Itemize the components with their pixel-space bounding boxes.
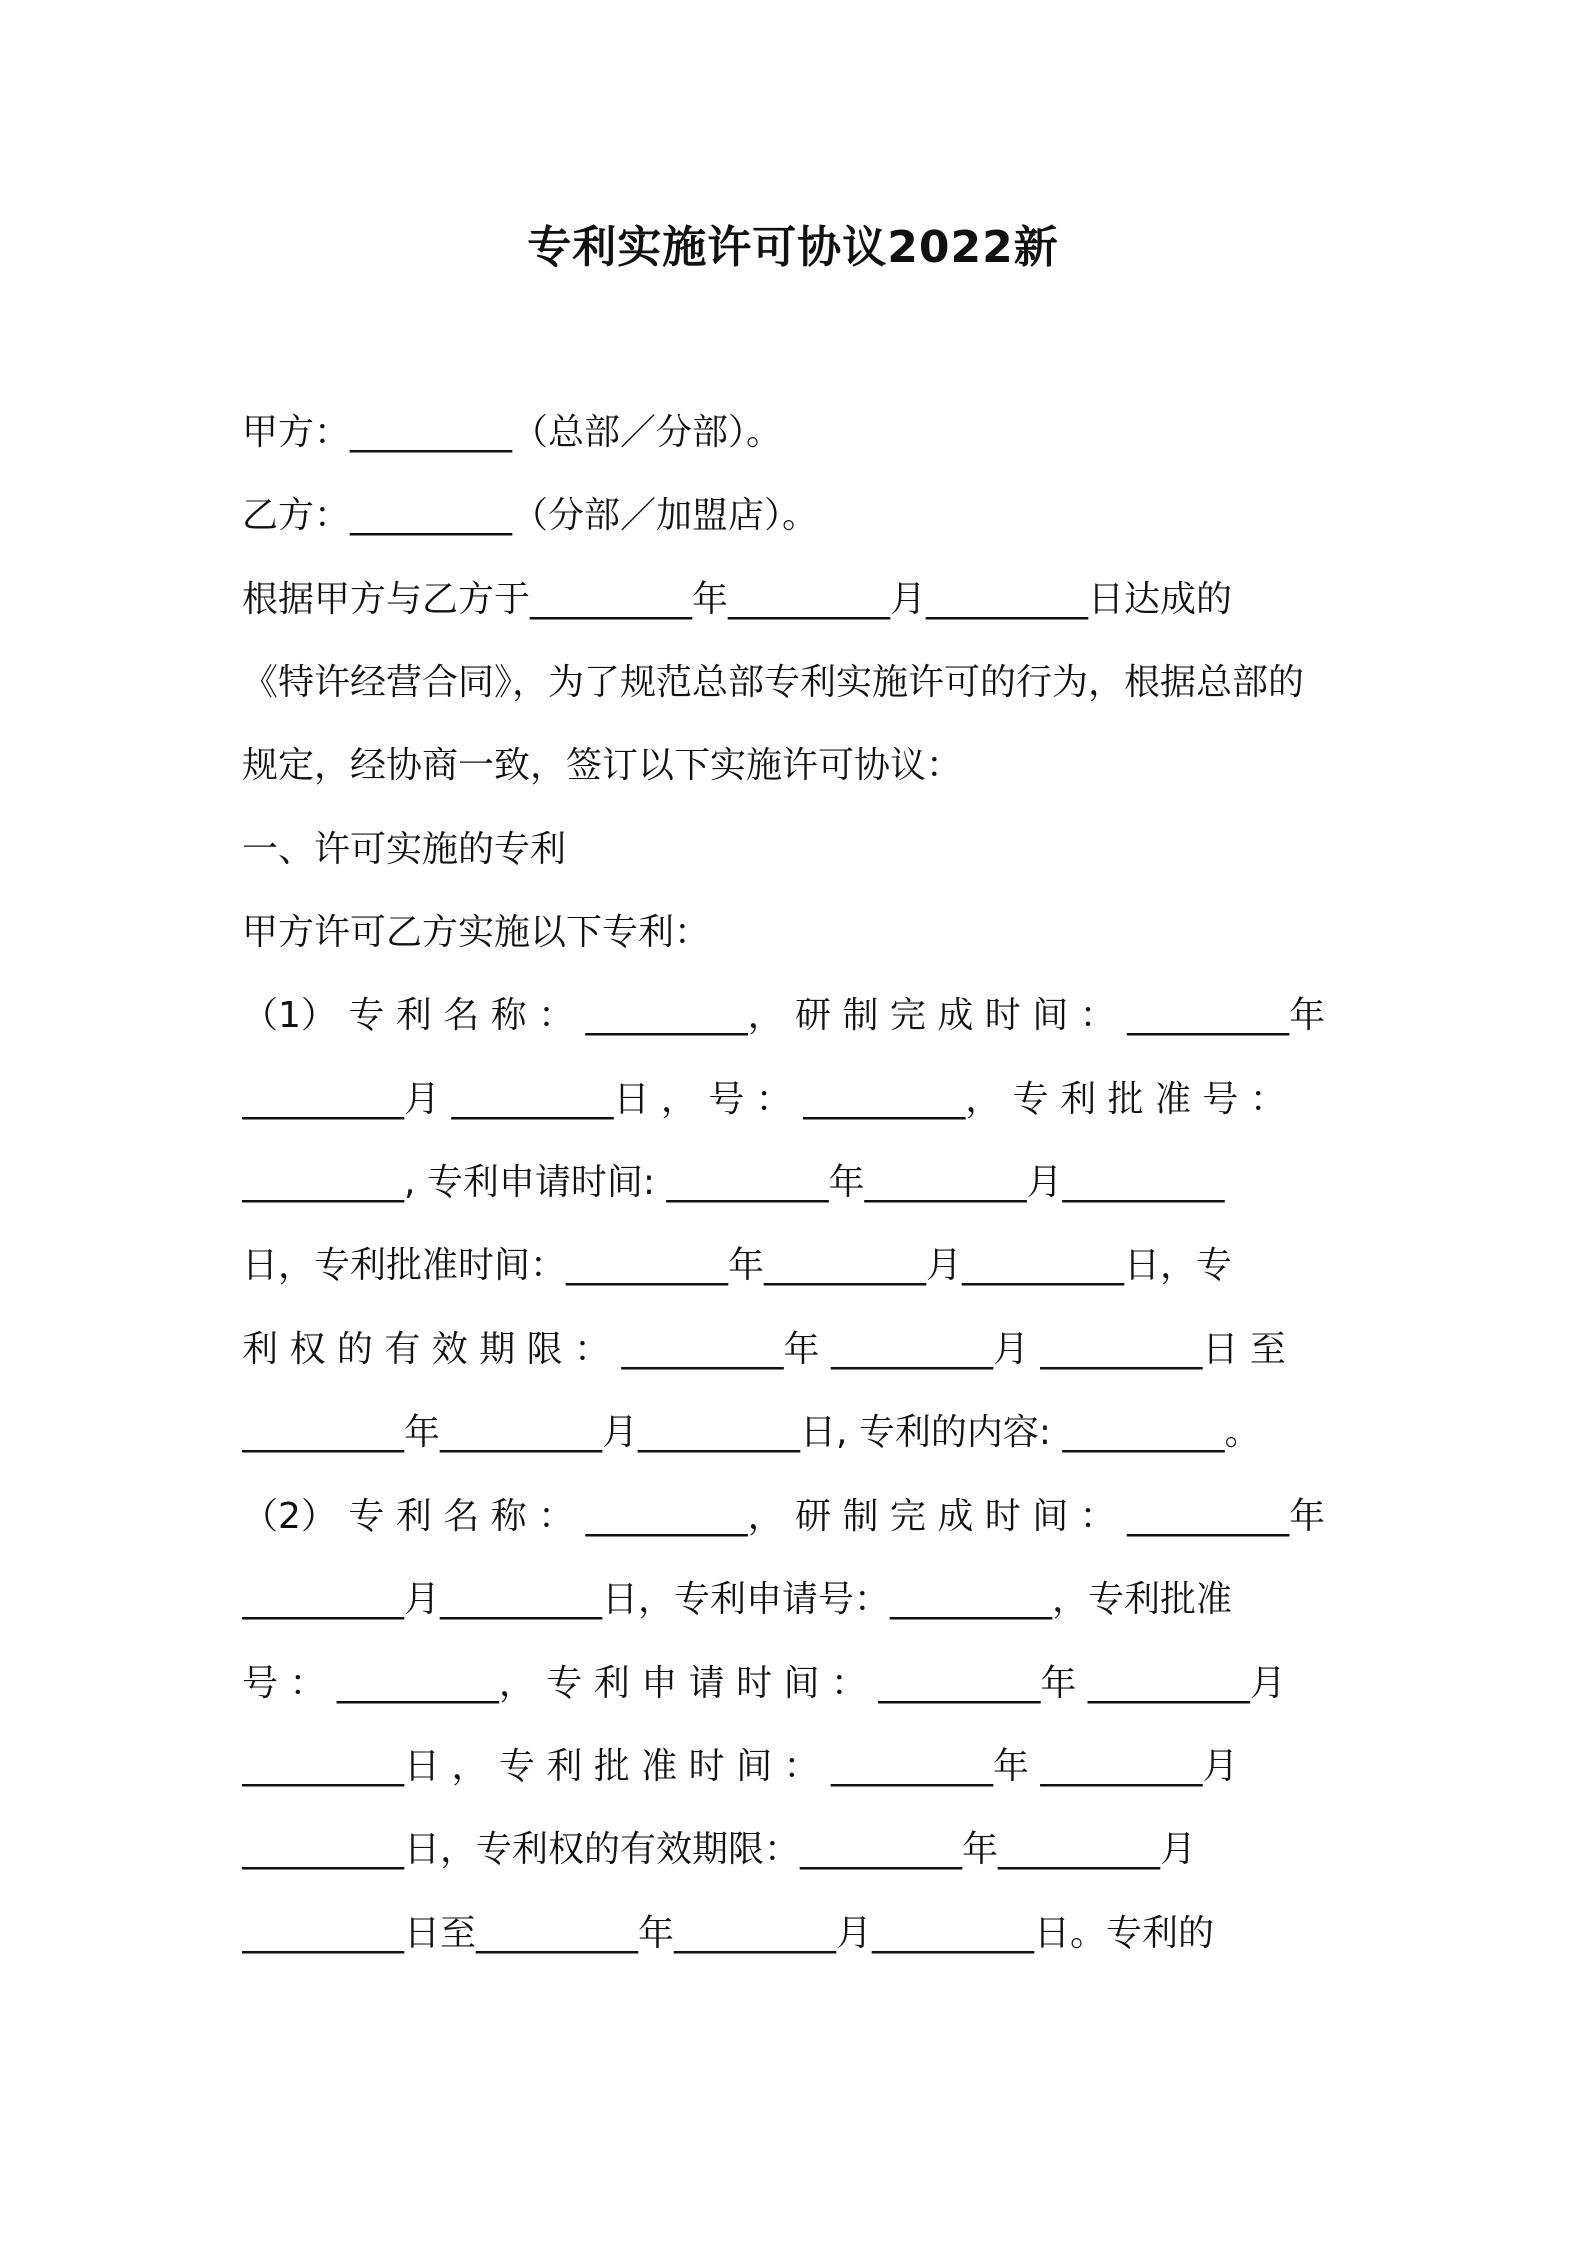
paragraph-line: _________, 专利申请时间: _________年_________月_________ [242,1162,1225,1203]
section-heading: 一、许可实施的专利 [242,829,567,870]
paragraph-line: （2） 专 利 名 称 ： _________， 研 制 完 成 时 间 ： _________年 [242,1496,1326,1537]
paragraph-line: 《特许经营合同》，为了规范总部专利实施许可的行为，根据总部的 [242,662,1305,703]
paragraph-line: _________年_________月_________日, 专利的内容: _________。 [242,1412,1261,1453]
paragraph-line: 规定，经协商一致，签订以下实施许可协议： [242,745,963,786]
paragraph-line: 号 ： _________， 专 利 申 请 时 间 ： _________年 _________月 [242,1663,1286,1704]
paragraph-line: _________月_________日，专利申请号：_________，专利批准 [242,1579,1233,1620]
party-b-line: 乙方：_________（分部／加盟店）。 [242,495,819,536]
paragraph-line: 利 权 的 有 效 期 限 ： _________年 _________月 _________日 至 [242,1329,1286,1370]
paragraph-line: 甲方许可乙方实施以下专利： [242,912,711,953]
paragraph-line: （1） 专 利 名 称 ： _________， 研 制 完 成 时 间 ： _________年 [242,995,1326,1036]
party-a-line: 甲方：_________（总部／分部）。 [242,412,783,453]
paragraph-line: 日，专利批准时间：_________年_________月_________日，专 [242,1245,1233,1286]
paragraph-line: 根据甲方与乙方于_________年_________月_________日达成的 [242,579,1233,620]
paragraph-line: _________日 ， 专 利 批 准 时 间 ： _________年 _________月 [242,1746,1239,1787]
paragraph-line: _________日至_________年_________月_________日。专利的 [242,1913,1215,1954]
paragraph-line: _________日，专利权的有效期限：_________年_________月 [242,1829,1197,1870]
document-title: 专利实施许可协议2022新 [527,222,1059,273]
paragraph-line: _________月 _________日 ， 号 ： _________， 专 利 批 准 号 ： [242,1079,1286,1120]
